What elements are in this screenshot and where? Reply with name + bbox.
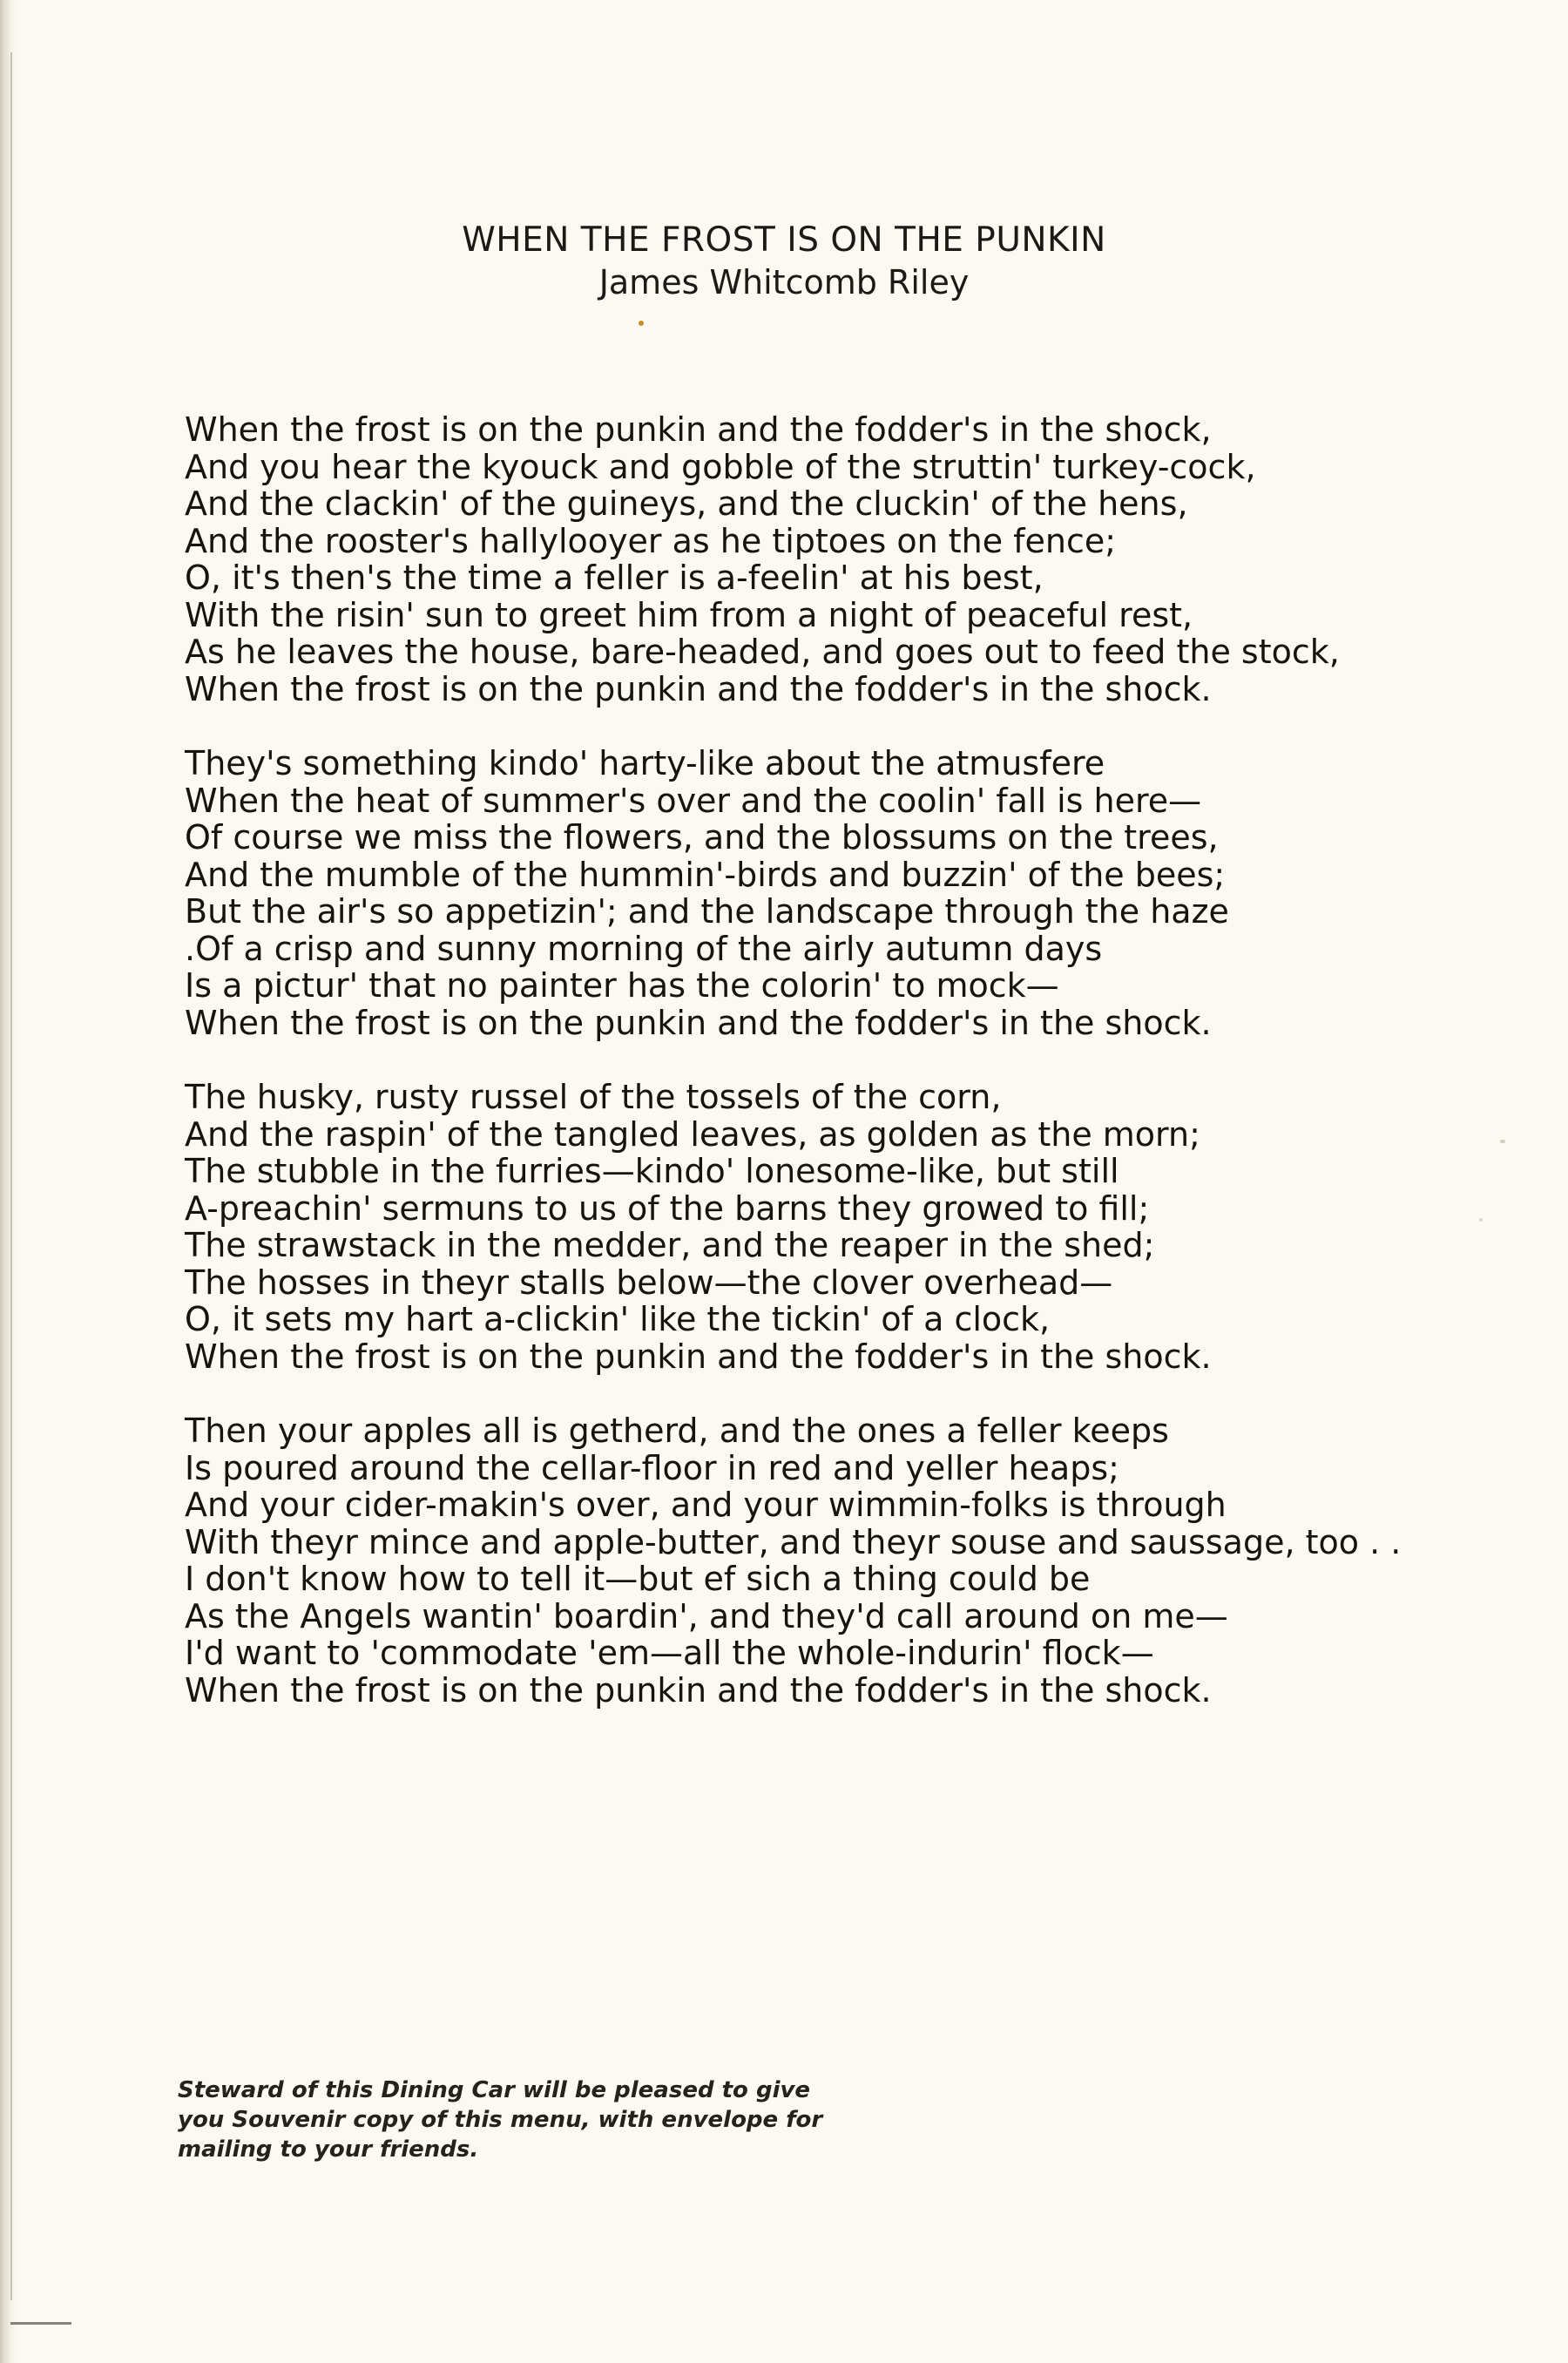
poem-line: O, it's then's the time a feller is a-feelin' at his best,: [185, 559, 1044, 597]
poem-line: When the heat of summer's over and the coolin' fall is here—: [185, 781, 1202, 820]
souvenir-note-line: Steward of this Dining Car will be pleased to give: [178, 2077, 811, 2103]
title-block: [0, 220, 1568, 303]
poem-line: And the raspin' of the tangled leaves, as golden as the morn;: [185, 1114, 1200, 1154]
poem-line: As the Angels wantin' boardin', and they'd call around on me—: [185, 1596, 1228, 1635]
poem-body: [185, 411, 1509, 1746]
poem-line: Is poured around the cellar-floor in red and yeller heaps;: [185, 1448, 1119, 1487]
poem-line: The hosses in theyr stalls below—the clover overhead—: [185, 1263, 1113, 1302]
poem-line: O, it sets my hart a-clickin' like the tickin' of a clock,: [185, 1300, 1051, 1338]
stanza-4: [185, 1412, 1509, 1709]
poem-line: As he leaves the house, bare-headed, and goes out to feed the stock,: [185, 633, 1340, 671]
corner-mark: [10, 2322, 71, 2325]
poem-line: Is a pictur' that no painter has the colorin' to mock—: [185, 966, 1059, 1005]
poem-line: Then your apples all is getherd, and the ones a feller keeps: [185, 1412, 1169, 1450]
souvenir-note-line: mailing to your friends.: [178, 2136, 479, 2163]
poem-line: The husky, rusty russel of the tossels of the corn,: [185, 1078, 1002, 1116]
stanza-2: [185, 745, 1509, 1041]
poem-line: A-preachin' sermuns to us of the barns they growed to fill;: [185, 1188, 1150, 1228]
stanza-3: [185, 1079, 1509, 1375]
binding-line: [10, 52, 12, 2300]
souvenir-note-line: you Souvenir copy of this menu, with envelope for: [178, 2107, 823, 2133]
souvenir-note: [178, 2075, 892, 2164]
page-left-edge: [0, 0, 19, 2363]
poem-line: When the frost is on the punkin and the fodder's in the shock.: [185, 669, 1212, 708]
poem-line: They's something kindo' harty-like about the atmusfere: [185, 744, 1105, 782]
poem-line: And you hear the kyouck and gobble of the struttin' turkey-cock,: [185, 447, 1256, 486]
poem-title: WHEN THE FROST IS ON THE PUNKIN: [462, 220, 1106, 260]
poem-line: .Of a crisp and sunny morning of the airly autumn days: [185, 929, 1103, 968]
poem-line: When the frost is on the punkin and the fodder's in the shock.: [185, 1670, 1212, 1710]
poem-line: I'd want to 'commodate 'em—all the whole-indurin' flock—: [185, 1634, 1154, 1672]
poem-line: And your cider-makin's over, and your wimmin-folks is through: [185, 1486, 1227, 1524]
poem-line: When the frost is on the punkin and the fodder's in the shock.: [185, 1003, 1212, 1042]
poem-line: But the air's so appetizin'; and the landscape through the haze: [185, 892, 1229, 931]
poem-line: And the mumble of the hummin'-birds and buzzin' of the bees;: [185, 855, 1226, 894]
poem-line: And the clackin' of the guineys, and the cluckin' of the hens,: [185, 484, 1188, 523]
poem-line: Of course we miss the flowers, and the blossums on the trees,: [185, 818, 1219, 857]
poem-line: I don't know how to tell it—but ef sich a thing could be: [185, 1560, 1091, 1598]
poem-author: James Whitcomb Riley: [598, 263, 970, 301]
poem-line: With theyr mince and apple-butter, and theyr souse and saussage, too . .: [185, 1522, 1402, 1561]
poem-line: The strawstack in the medder, and the reaper in the shed;: [185, 1226, 1155, 1264]
poem-line: With the risin' sun to greet him from a night of peaceful rest,: [185, 595, 1193, 634]
stanza-1: [185, 411, 1509, 708]
poem-line: And the rooster's hallylooyer as he tiptoes on the fence;: [185, 521, 1117, 560]
poem-line: When the frost is on the punkin and the fodder's in the shock.: [185, 1337, 1212, 1376]
ornament-dot: [639, 321, 644, 326]
poem-line: The stubble in the furries—kindo' lonesome-like, but still: [185, 1152, 1119, 1190]
poem-line: When the frost is on the punkin and the fodder's in the shock,: [185, 410, 1212, 449]
